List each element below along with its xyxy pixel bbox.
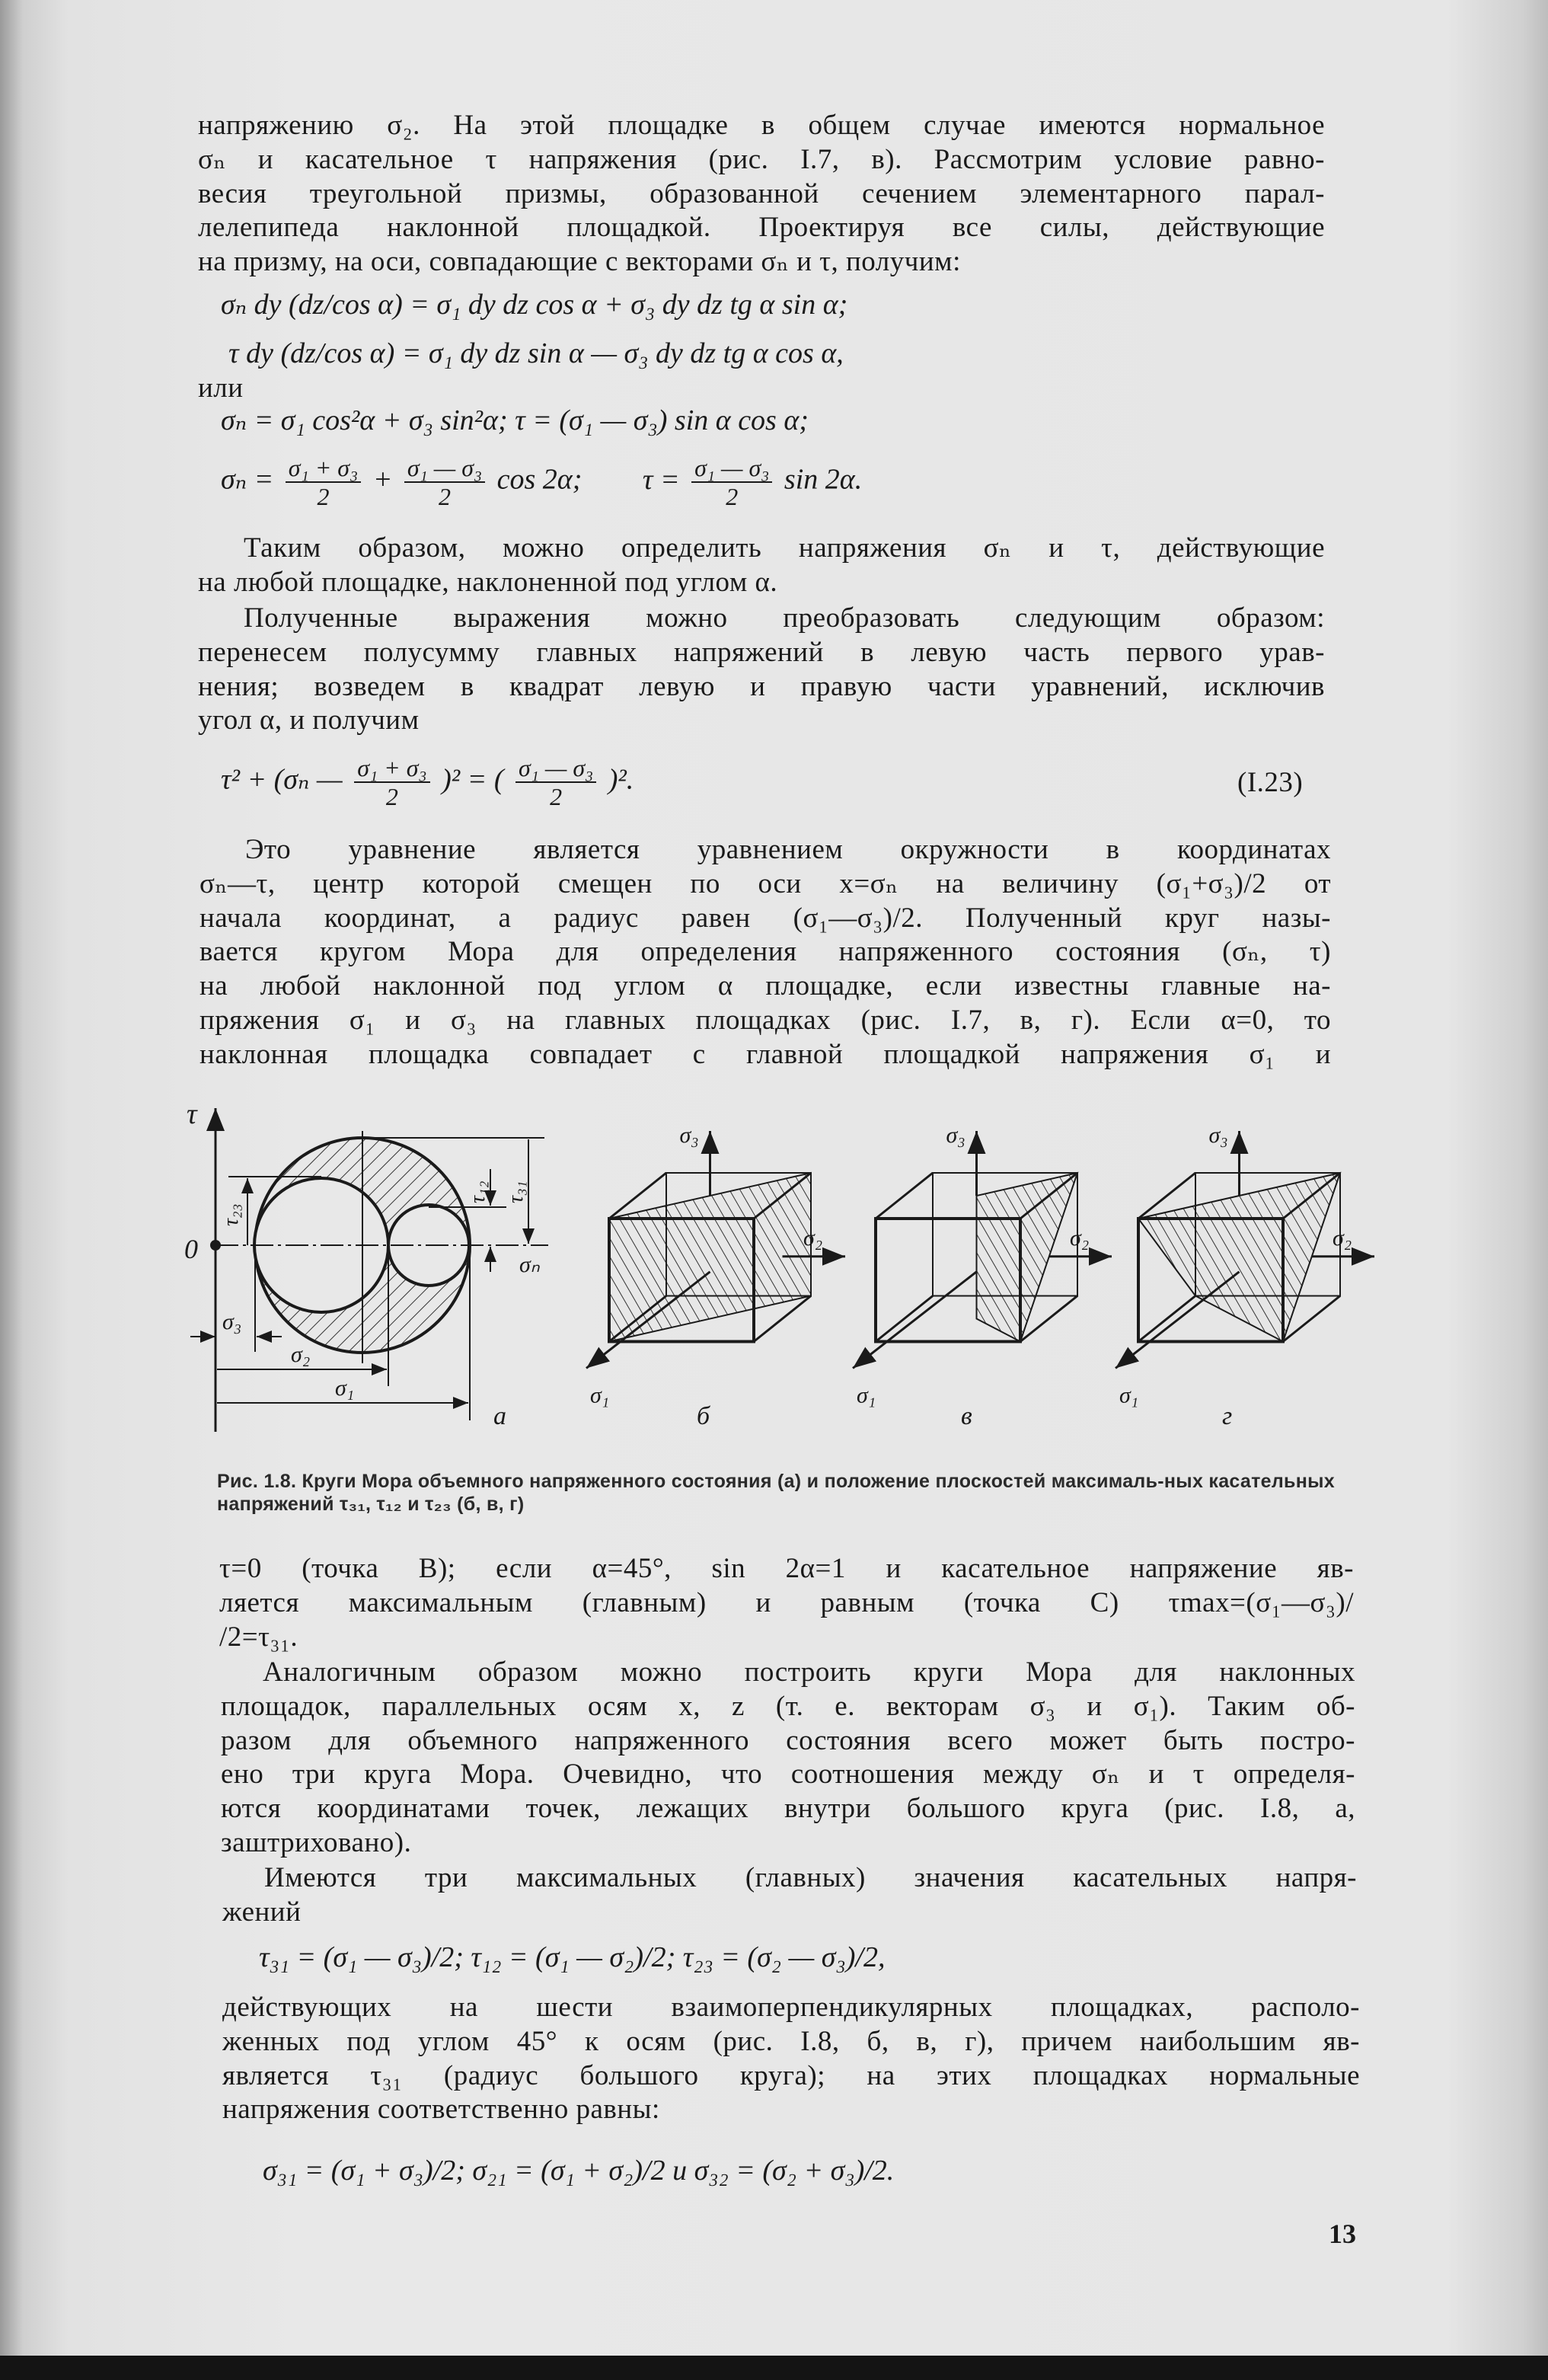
text-line: ляется максимальным (главным) и равным (точка C) τmax=(σ₁—σ₃)/ — [219, 1586, 1354, 1618]
label-sigma3: σ₃ — [679, 1123, 699, 1148]
panel-label-g: г — [1222, 1402, 1233, 1430]
or-word: или — [198, 372, 244, 404]
label-sigma3: σ₃ — [222, 1309, 242, 1334]
equation-normal-stresses: σ₃₁ = (σ₁ + σ₃)/2; σ₂₁ = (σ₁ + σ₂)/2 и σ₃₂ = (σ₂ + σ₃)/2. — [263, 2155, 895, 2187]
equation-3: σₙ = σ₁ cos²α + σ₃ sin²α; τ = (σ₁ — σ₃) sin α cos α; — [221, 404, 809, 436]
mohr-circles-diagram — [184, 1098, 548, 1432]
figure-1-8 — [0, 1097, 1548, 1447]
text-line: на любой наклонной под углом α площадке, если известны главные на- — [199, 970, 1331, 1002]
text-line: женных под углом 45° к осям (рис. I.8, б, в, г), причем наибольшим яв- — [222, 2025, 1360, 2057]
fraction: $\frac{\text{σ₁ — σ₃}}{2}$ — [515, 754, 596, 810]
text-line: Таким образом, можно определить напряжения σₙ и τ, действующие — [244, 532, 1325, 564]
label-tau31: τ₃₁ — [504, 1180, 528, 1203]
equation-number: (I.23) — [1237, 767, 1304, 798]
label-tau23: τ₂₃ — [219, 1203, 243, 1226]
text-line: весия треугольной призмы, образованной сечением элементарного парал- — [198, 177, 1325, 209]
text-line: перенесем полусумму главных напряжений в левую часть первого урав- — [198, 636, 1325, 668]
label-sigma1: σ₁ — [590, 1382, 610, 1408]
text-line: Полученные выражения можно преобразовать следующим образом: — [244, 602, 1325, 634]
text-line: Это уравнение является уравнением окружности в координатах — [245, 834, 1331, 865]
label-sigma3: σ₃ — [1208, 1123, 1228, 1148]
text-line: вается кругом Мора для определения напряженного состояния (σₙ, τ) — [199, 936, 1331, 968]
text-line: является τ₃₁ (радиус большого круга); на этих площадках нормальные — [222, 2059, 1360, 2091]
label-sigma2: σ₂ — [291, 1342, 311, 1367]
label-tau12: τ₁₂ — [466, 1180, 490, 1203]
text-line: начала координат, а радиус равен (σ₁—σ₃)/2. Полученный круг назы- — [199, 902, 1331, 934]
text-line: площадок, параллельных осям x, z (т. е. векторам σ₃ и σ₁). Таким об- — [221, 1690, 1355, 1722]
page-number: 13 — [1329, 2219, 1356, 2249]
text-line: заштриховано). — [221, 1827, 412, 1858]
text-line: σₙ и касательное τ напряжения (рис. I.7, в). Рассмотрим условие равно- — [198, 143, 1325, 175]
equation-2: τ dy (dz/cos α) = σ₁ dy dz sin α — σ₃ dy dz tg α cos α, — [228, 337, 844, 369]
scan-bottom-edge — [0, 2356, 1548, 2380]
equation-tau-max: τ₃₁ = (σ₁ — σ₃)/2; τ₁₂ = (σ₁ — σ₂)/2; τ₂₃ = (σ₂ — σ₃)/2, — [259, 1941, 886, 1973]
label-tau: τ — [187, 1098, 197, 1130]
fraction: $\frac{\text{σ₁ + σ₃}}{2}$ — [286, 454, 361, 510]
panel-label-a: а — [493, 1402, 506, 1430]
text-line: Имеются три максимальных (главных) значения касательных напря- — [264, 1862, 1357, 1893]
text-line: нения; возведем в квадрат левую и правую части уравнений, исключив — [198, 670, 1325, 702]
panel-label-v: в — [961, 1402, 972, 1430]
text-line: пряжения σ₁ и σ₃ на главных площадках (рис. I.7, в, г). Если α=0, то — [199, 1005, 1331, 1036]
label-sigma2: σ₂ — [1333, 1225, 1352, 1251]
text-line: τ=0 (точка B); если α=45°, sin 2α=1 и касательное напряжение яв- — [219, 1553, 1354, 1584]
text-line: Аналогичным образом можно построить круги Мора для наклонных — [263, 1656, 1355, 1688]
label-sigma2: σ₂ — [803, 1225, 823, 1251]
sigma1-arrow — [1116, 1272, 1240, 1369]
text-line: напряжения соответственно равны: — [222, 2094, 660, 2126]
text-line: напряжению σ₂. На этой площадке в общем случае имеются нормальное — [198, 110, 1325, 141]
label-sigma1: σ₁ — [857, 1382, 876, 1408]
label-sigma2: σ₂ — [1070, 1225, 1090, 1251]
text-line: наклонная площадка совпадает с главной площадкой напряжения σ₁ и — [199, 1038, 1331, 1070]
text-line: /2=τ₃₁. — [219, 1621, 298, 1653]
text-line: σₙ—τ, центр которой смещен по оси x=σₙ на величину (σ₁+σ₃)/2 от — [199, 867, 1331, 899]
text-line: разом для объемного напряженного состояния всего может быть постро- — [221, 1724, 1355, 1756]
fraction: $\frac{\text{σ₁ + σ₃}}{2}$ — [354, 754, 429, 810]
label-origin: 0 — [184, 1234, 198, 1264]
label-sigma3: σ₃ — [946, 1123, 966, 1148]
text-line: на любой площадке, наклоненной под углом α. — [198, 566, 778, 598]
text-line: ено три круга Мора. Очевидно, что соотношения между σₙ и τ определя- — [221, 1759, 1355, 1791]
cube-edge — [876, 1173, 933, 1219]
text-line: ются координатами точек, лежащих внутри большого круга (рис. I.8, а, — [221, 1793, 1355, 1825]
text-line: на призму, на оси, совпадающие с векторами σₙ и τ, получим: — [198, 246, 961, 278]
text-line: лелепипеда наклонной площадкой. Проектируя все силы, действующие — [198, 212, 1325, 244]
label-sigma-n: σₙ — [519, 1252, 540, 1277]
sigma1-arrow — [853, 1272, 977, 1369]
label-sigma1: σ₁ — [1119, 1382, 1139, 1408]
equation-4: σₙ = $\frac{\text{σ₁ + σ₃}}{2}$ + $\frac{\text{σ₁ — σ₃}}{2}$ cos 2α; τ = $\frac{\text{σ₁ — σ₃}}{2}$ sin 2α. — [221, 454, 863, 510]
cube-edge — [876, 1296, 933, 1342]
text-line: действующих на шести взаимоперпендикулярных площадках, располо- — [222, 1992, 1360, 2023]
fraction: $\frac{\text{σ₁ — σ₃}}{2}$ — [404, 454, 485, 510]
fraction: $\frac{\text{σ₁ — σ₃}}{2}$ — [691, 454, 772, 510]
label-sigma1: σ₁ — [335, 1375, 355, 1401]
cube-edge — [1138, 1296, 1195, 1342]
figure-caption: Рис. 1.8. Круги Мора объемного напряженного состояния (а) и положение плоскостей максималь-ных касательных напряжений τ₃₁, τ₁₂ и τ₂₃ (б, в, г) — [217, 1471, 1335, 1515]
text-line: угол α, и получим — [198, 704, 420, 736]
equation-1: σₙ dy (dz/cos α) = σ₁ dy dz cos α + σ₃ dy dz tg α sin α; — [221, 289, 848, 321]
text-line: жений — [222, 1896, 302, 1928]
equation-I23: τ² + (σₙ — $\frac{\text{σ₁ + σ₃}}{2}$ )² = ( $\frac{\text{σ₁ — σ₃}}{2}$ )². — [221, 754, 634, 810]
panel-label-b: б — [697, 1402, 710, 1430]
eq4-lhs: σₙ = — [221, 463, 274, 496]
